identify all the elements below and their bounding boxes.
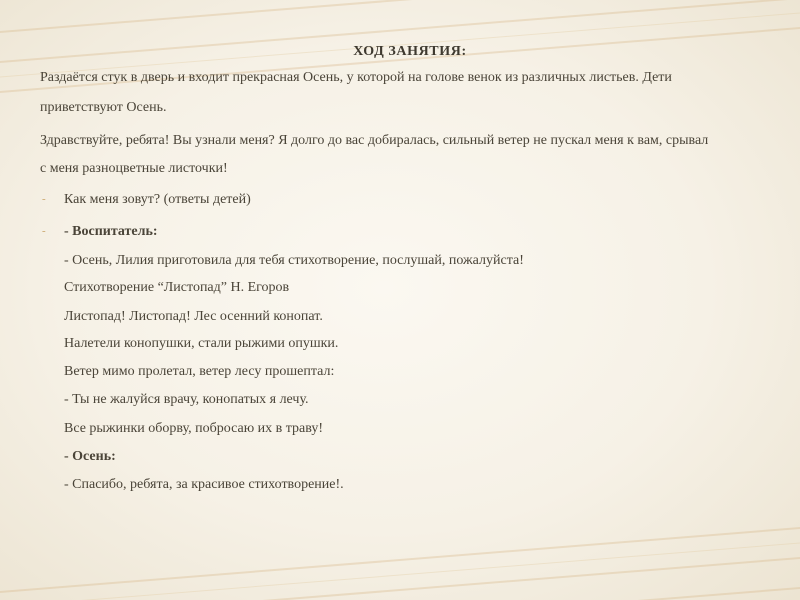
intro-line-1: Раздаётся стук в дверь и входит прекрасная Осень, у которой на голове венок из различных листьев. Дети: [40, 70, 672, 85]
bullet-marker: -: [42, 193, 46, 205]
greeting-line-2: с меня разноцветные листочки!: [40, 161, 228, 176]
body-line: - Осень, Лилия приготовила для тебя стихотворение, послушай, пожалуйста!: [64, 253, 524, 268]
poem-title-line: Стихотворение “Листопад” Н. Егоров: [64, 280, 290, 295]
bullet-marker: -: [42, 225, 46, 237]
poem-line: Листопад! Листопад! Лес осенний конопат.: [64, 309, 323, 324]
intro-line-2: приветствуют Осень.: [40, 100, 167, 115]
bullet-item-speaker-teacher: - Воспитатель:: [64, 224, 158, 239]
speaker-autumn-label: - Осень:: [64, 449, 116, 464]
bullet-item-question: Как меня зовут? (ответы детей): [64, 192, 251, 207]
poem-line: - Ты не жалуйся врачу, конопатых я лечу.: [64, 392, 309, 407]
poem-line: Налетели конопушки, стали рыжими опушки.: [64, 336, 339, 351]
slide-title: ХОД ЗАНЯТИЯ:: [353, 44, 467, 59]
poem-line: Ветер мимо пролетал, ветер лесу прошептал:: [64, 364, 335, 379]
greeting-line-1: Здравствуйте, ребята! Вы узнали меня? Я долго до вас добиралась, сильный ветер не пускал меня к вам, срывал: [40, 133, 709, 148]
poem-line: Все рыжинки оборву, побросаю их в траву!: [64, 421, 324, 436]
body-line: - Спасибо, ребята, за красивое стихотворение!.: [64, 477, 344, 492]
